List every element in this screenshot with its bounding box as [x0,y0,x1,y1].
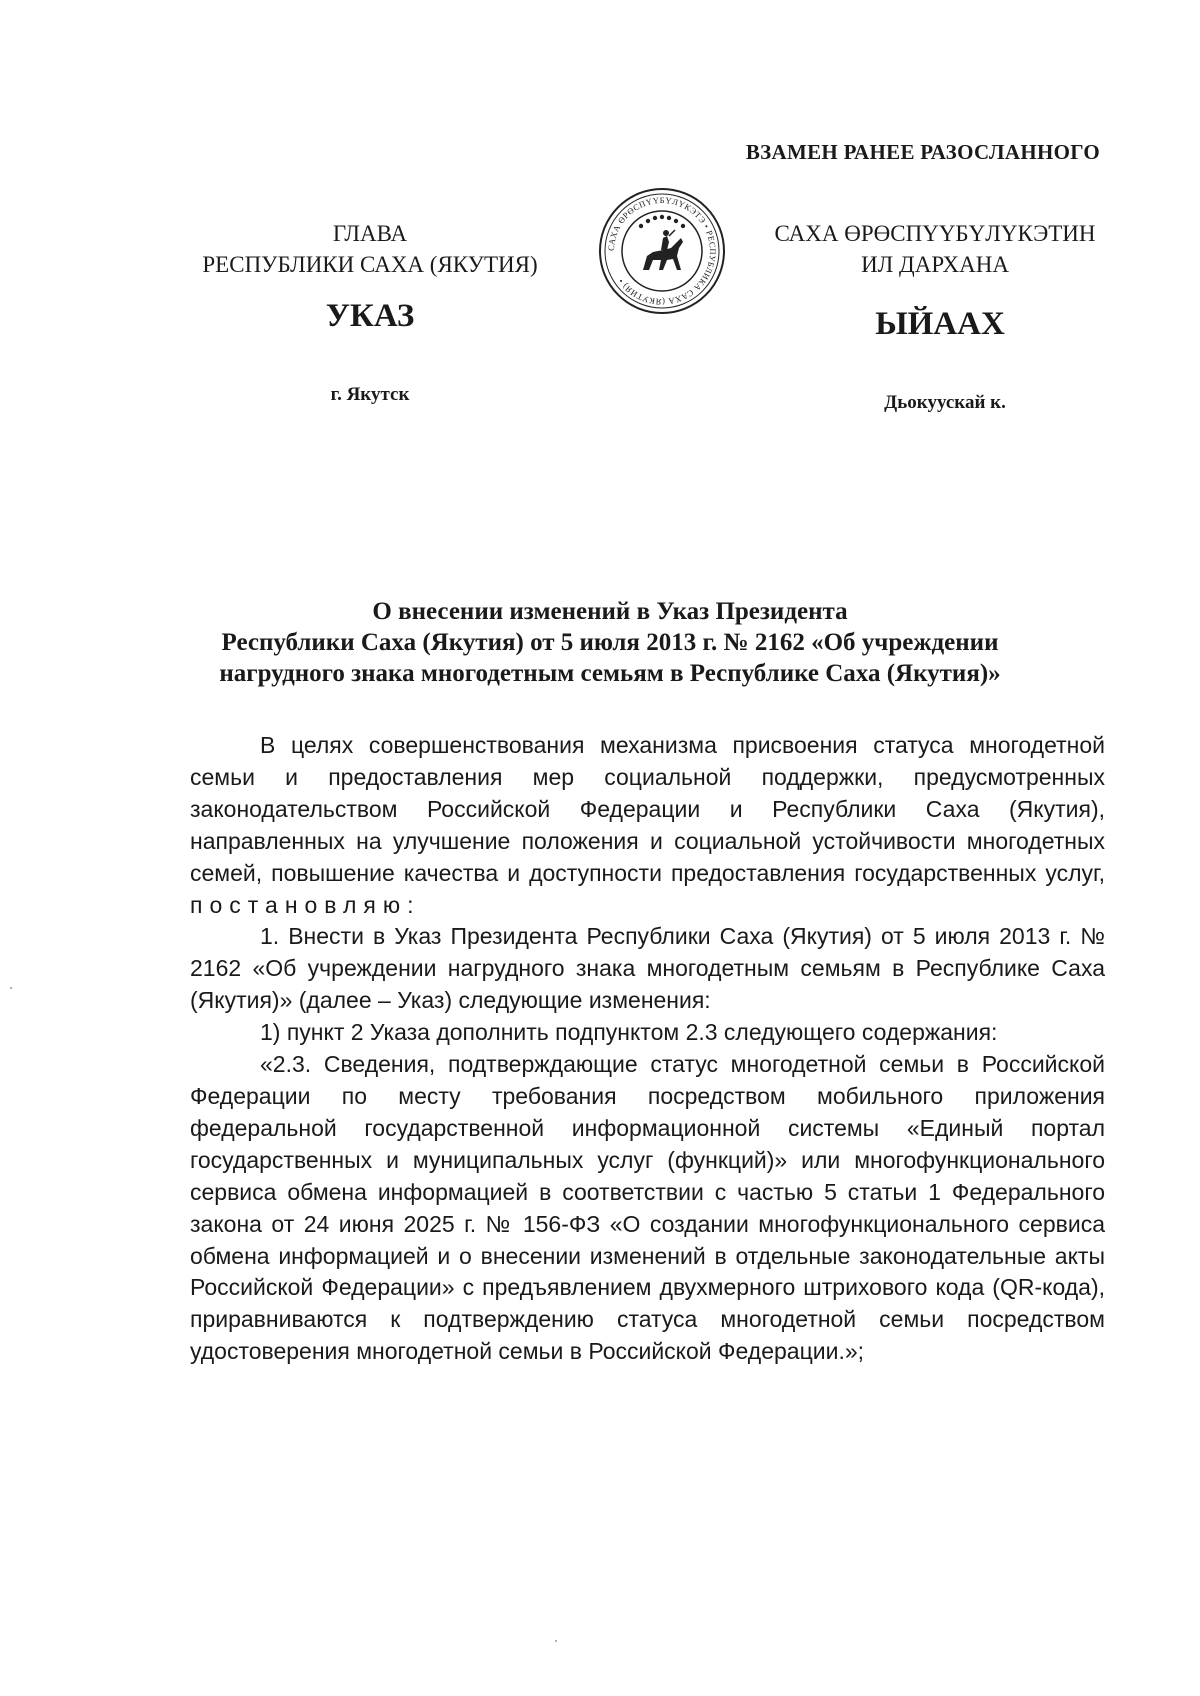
header-right-line2: ИЛ ДАРХАНА [861,252,1009,277]
header-left-line2: РЕСПУБЛИКИ САХА (ЯКУТИЯ) [202,252,538,277]
emblem-ring-text: САХА ӨРӨСПҮҮБҮЛҮКЭТЭ • РЕСПУБЛИКА САХА (ЯКУТИЯ) • [605,194,719,308]
replacement-stamp: ВЗАМЕН РАНЕЕ РАЗОСЛАННОГО [745,140,1100,164]
header-left [170,218,570,280]
item-1-1-paragraph: 1) пункт 2 Указа дополнить подпунктом 2.3 следующего содержания: [260,1019,998,1046]
preamble-text: В целях совершенствования механизма присвоения статуса многодетной семьи и предоставления мер социальной поддержки, предусмотренных законодательством Российской Федерации и Республики Саха (Якутия), направленных на улучшение положения и социальной устойчивости многодетных семей, повышение качества и доступности предоставления государственных услуг, [190,732,1105,886]
title-line1: О внесении изменений в Указ Президента [372,598,848,625]
decree-word: постановляю: [190,891,421,918]
preamble-paragraph [190,730,1105,921]
scan-speck [555,1640,557,1642]
header-right-line1: САХА ӨРӨСПҮҮБҮЛҮКЭТИН [774,221,1096,246]
title-line2: Республики Саха (Якутия) от 5 июля 2013 г. № 2162 «Об учреждении [221,629,999,656]
city-right: Дьокуускай к. [884,392,1006,413]
doc-type-left: УКАЗ [325,298,415,334]
city-left: г. Якутск [330,384,410,405]
scan-speck [10,987,12,989]
coat-of-arms-emblem-icon [597,186,727,316]
header-right [745,218,1125,280]
document-title [150,596,1070,689]
header-left-line1: ГЛАВА [332,221,408,246]
item-1-paragraph: 1. Внести в Указ Президента Республики Саха (Якутия) от 5 июля 2013 г. № 2162 «Об учреждении нагрудного знака многодетным семьям в Республике Саха (Якутия)» (далее – Указ) следующие изменения: [190,923,1105,1014]
document-body [190,730,1105,1368]
doc-type-right: ЫЙААХ [875,306,1005,342]
item-2-3-paragraph: «2.3. Сведения, подтверждающие статус многодетной семьи в Российской Федерации по месту требования посредством мобильного приложения федеральной государственной информационной системы «Единый портал государственных и муниципальных услуг (функций)» или многофункционального сервиса обмена информацией в соответствии с частью 5 статьи 1 Федерального закона от 24 июня 2025 г. № 156-ФЗ «О создании многофункционального сервиса обмена информацией и о внесении изменений в отдельные законодательные акты Российской Федерации» с предъявлением двухмерного штрихового кода (QR-кода), приравниваются к подтверждению статуса многодетной семьи посредством удостоверения многодетной семьи в Российской Федерации.»; [190,1051,1105,1365]
title-line3: нагрудного знака многодетным семьям в Республике Саха (Якутия)» [219,660,1001,687]
